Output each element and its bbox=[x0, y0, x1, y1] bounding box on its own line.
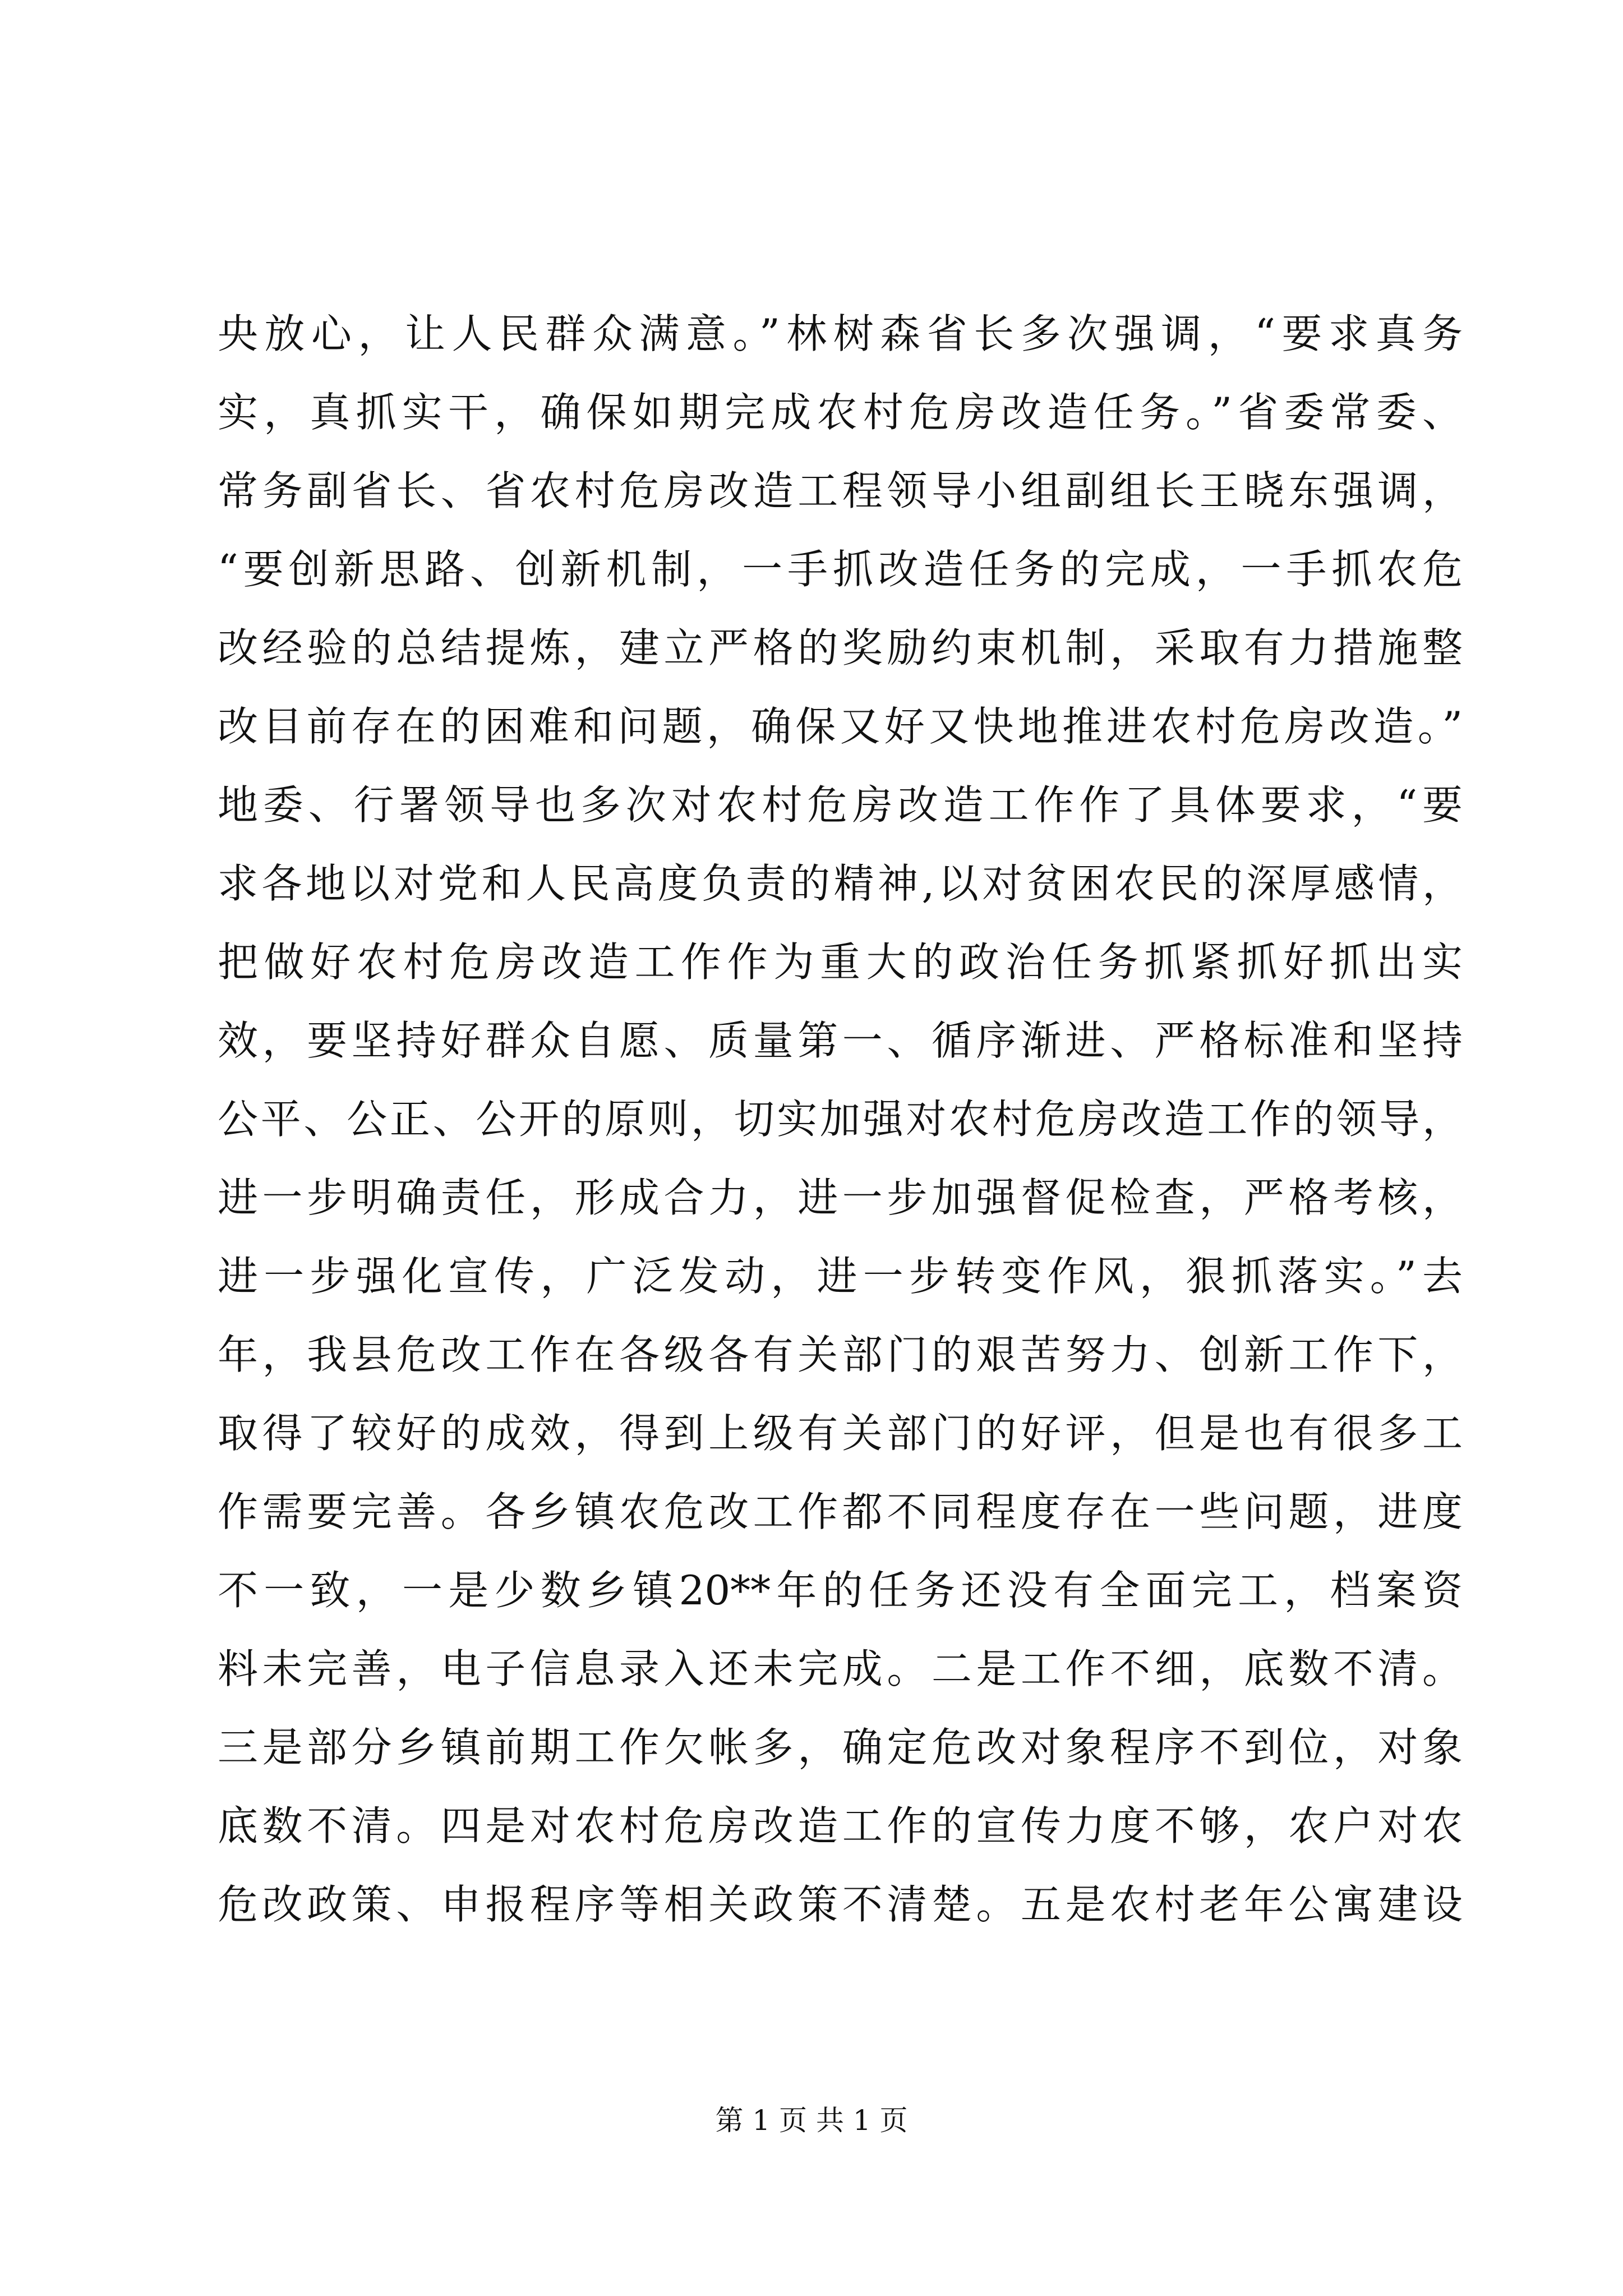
text-line: 料未完善，电子信息录入还未完成。二是工作不细，底数不清。 bbox=[218, 1645, 1463, 1692]
text-line: 地委、行署领导也多次对农村危房改造工作作了具体要求，“要 bbox=[218, 781, 1463, 829]
text-line: 作需要完善。各乡镇农危改工作都不同程度存在一些问题，进度 bbox=[218, 1488, 1463, 1535]
text-line: “要创新思路、创新机制，一手抓改造任务的完成，一手抓农危 bbox=[218, 546, 1463, 593]
text-line: 求各地以对党和人民高度负责的精神,以对贫困农民的深厚感情， bbox=[218, 860, 1463, 907]
text-line: 常务副省长、省农村危房改造工程领导小组副组长王晓东强调， bbox=[218, 467, 1463, 514]
text-line: 改目前存在的困难和问题，确保又好又快地推进农村危房改造。” bbox=[218, 703, 1463, 750]
page-number-label: 第 1 页 共 1 页 bbox=[715, 2104, 908, 2137]
text-line: 三是部分乡镇前期工作欠帐多，确定危改对象程序不到位，对象 bbox=[218, 1724, 1463, 1771]
text-line: 年，我县危改工作在各级各有关部门的艰苦努力、创新工作下， bbox=[218, 1331, 1463, 1378]
text-line: 效，要坚持好群众自愿、质量第一、循序渐进、严格标准和坚持 bbox=[218, 1017, 1463, 1064]
text-line: 进一步强化宣传，广泛发动，进一步转变作风，狠抓落实。”去 bbox=[218, 1253, 1463, 1300]
page-footer bbox=[0, 2098, 1623, 2138]
text-line: 危改政策、申报程序等相关政策不清楚。五是农村老年公寓建设 bbox=[218, 1881, 1463, 1928]
text-line: 改经验的总结提炼，建立严格的奖励约束机制，采取有力措施整 bbox=[218, 624, 1463, 671]
text-line: 进一步明确责任，形成合力，进一步加强督促检查，严格考核， bbox=[218, 1174, 1463, 1221]
text-line: 实，真抓实干，确保如期完成农村危房改造任务。”省委常委、 bbox=[218, 389, 1463, 436]
text-line: 底数不清。四是对农村危房改造工作的宣传力度不够，农户对农 bbox=[218, 1802, 1463, 1849]
text-line: 不一致，一是少数乡镇20**年的任务还没有全面完工，档案资 bbox=[218, 1567, 1463, 1614]
text-line: 把做好农村危房改造工作作为重大的政治任务抓紧抓好抓出实 bbox=[218, 938, 1463, 986]
text-line: 取得了较好的成效，得到上级有关部门的好评，但是也有很多工 bbox=[218, 1410, 1463, 1457]
text-line: 公平、公正、公开的原则，切实加强对农村危房改造工作的领导， bbox=[218, 1096, 1463, 1143]
text-line: 央放心，让人民群众满意。”林树森省长多次强调，“要求真务 bbox=[218, 310, 1463, 357]
body-paragraph bbox=[218, 295, 1463, 1944]
